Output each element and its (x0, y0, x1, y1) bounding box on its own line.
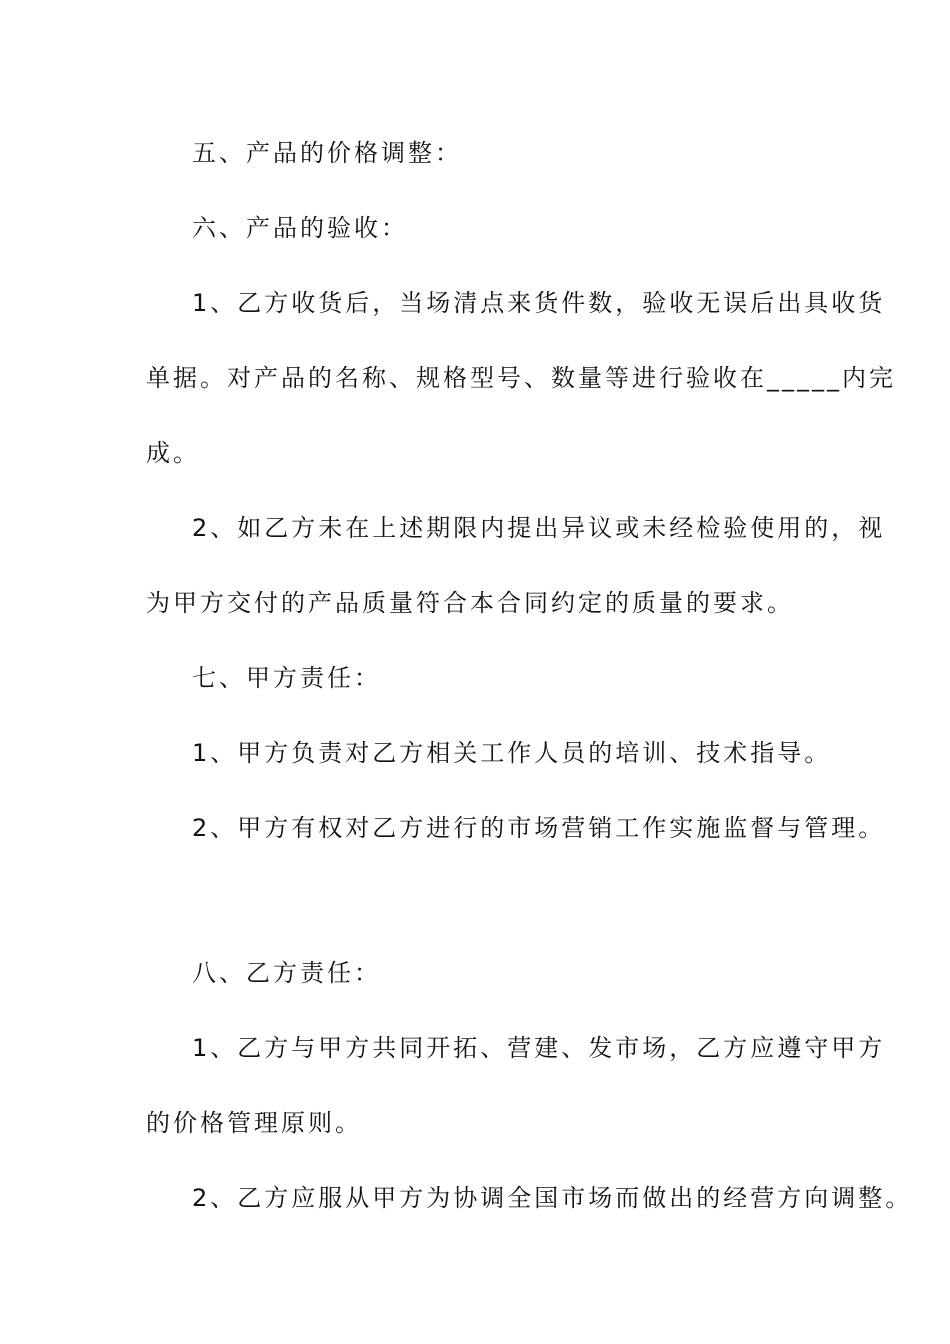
section-5-heading: 五、产品的价格调整： (192, 139, 462, 167)
section-8-item-1-line-2: 的价格管理原则。 (146, 1109, 362, 1137)
section-6-item-1-line-2: 单据。对产品的名称、规格型号、数量等进行验收在_____内完 (146, 364, 896, 392)
section-6-heading: 六、产品的验收： (192, 214, 408, 242)
section-7-heading: 七、甲方责任： (192, 664, 381, 692)
section-6-item-2-line-1: 2、如乙方未在上述期限内提出异议或未经检验使用的，视 (192, 514, 886, 542)
section-8-heading: 八、乙方责任： (192, 959, 381, 987)
section-7-item-2: 2、甲方有权对乙方进行的市场营销工作实施监督与管理。 (192, 814, 886, 842)
section-8-item-1-line-1: 1、乙方与甲方共同开拓、营建、发市场，乙方应遵守甲方 (192, 1034, 886, 1062)
section-6-item-1-line-1: 1、乙方收货后，当场清点来货件数，验收无误后出具收货 (192, 289, 886, 317)
section-8-item-2: 2、乙方应服从甲方为协调全国市场而做出的经营方向调整。 (192, 1184, 913, 1212)
section-7-item-1: 1、甲方负责对乙方相关工作人员的培训、技术指导。 (192, 739, 832, 767)
section-6-item-2-line-2: 为甲方交付的产品质量符合本合同约定的质量的要求。 (146, 589, 794, 617)
section-6-item-1-line-3: 成。 (146, 439, 200, 467)
